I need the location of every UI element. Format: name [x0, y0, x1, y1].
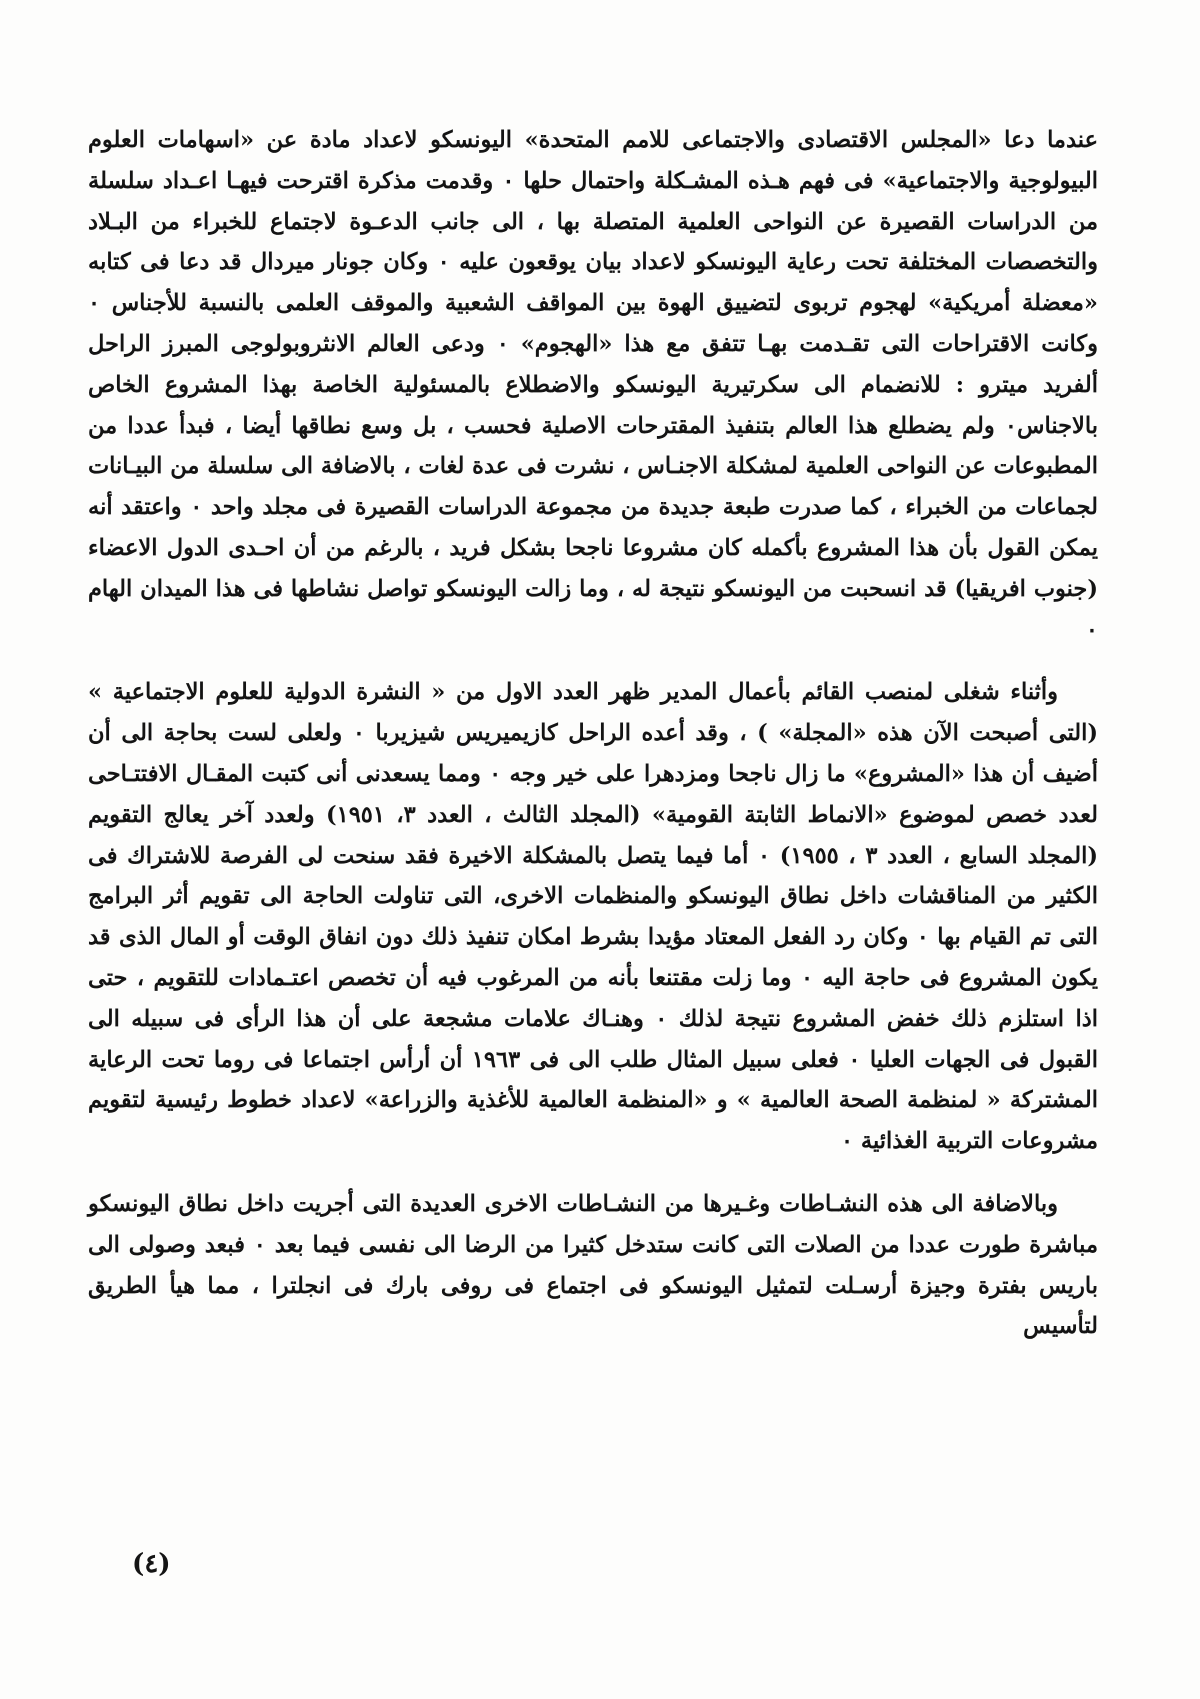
page-number: (٤) [132, 1549, 171, 1579]
paragraph-2: وأثناء شغلى لمنصب القائم بأعمال المدير ظهر العدد الاول من « النشرة الدولية للعلوم الاجتماعية » (التى أصبحت الآن هذه «المجلة» ) ، وقد أعده الراحل كازيميريس شيزيربا ٠ ولعلى لست بحاجة الى أن أضيف أن هذا «المشروع» ما زال ناجحا ومزدهرا على خير وجه ٠ ومما يسعدنى أنى كتبت المقـال الافتتـاحى لعدد خصص لموضوع «الانماط الثابتة القومية» (المجلد الثالث ، العدد ٣، ١٩٥١) ولعدد آخر يعالج التقويم (المجلد السابع ، العدد ٣ ، ١٩٥٥) ٠ أما فيما يتصل بالمشكلة الاخيرة فقد سنحت لى الفرصة للاشتراك فى الكثير من المناقشات داخل نطاق اليونسكو والمنظمات الاخرى، التى تناولت الحاجة الى تقويم أثر البرامج التى تم القيام بها ٠ وكان رد الفعل المعتاد مؤيدا بشرط امكان تنفيذ ذلك دون انفاق الوقت أو المال الذى قد يكون المشروع فى حاجة اليه ٠ وما زلت مقتنعا بأنه من المرغوب فيه أن تخصص اعتـمادات للتقويم ، حتى اذا استلزم ذلك خفض المشروع نتيجة لذلك ٠ وهنـاك علامات مشجعة على أن هذا الرأى فى سبيله الى القبول فى الجهات العليا ٠ فعلى سبيل المثال طلب الى فى ١٩٦٣ أن أرأس اجتماعا فى روما تحت الرعاية المشتركة « لمنظمة الصحة العالمية » و «المنظمة العالمية للأغذية والزراعة» لاعداد خطوط رئيسية لتقويم مشروعات التربية الغذائية ٠ [88, 679, 1099, 1155]
paragraph-3: وبالاضافة الى هذه النشـاطات وغـيرها من النشـاطات الاخرى العديدة التى أجريت داخل نطاق اليونسكو مباشرة طورت عددا من الصلات التى كانت ستدخل كثيرا من الرضا الى نفسى فيما بعد ٠ فبعد وصولى الى باريس بفترة وجيزة أرسـلت لتمثيل اليونسكو فى اجتماع فى روفى بارك فى انجلترا ، مما هيأ الطريق لتأسيس [88, 1190, 1098, 1340]
body-text [88, 120, 1098, 1347]
paragraph-1: عندما دعا «المجلس الاقتصادى والاجتماعى للامم المتحدة» اليونسكو لاعداد مادة عن «اسهامات العلوم البيولوجية والاجتماعية» فى فهم هـذه المشـكلة واحتمال حلها ٠ وقدمت مذكرة اقترحت فيهـا اعـداد سلسلة من الدراسات القصيرة عن النواحى العلمية المتصلة بها ، الى جانب الدعـوة لاجتماع للخبراء من البـلاد والتخصصات المختلفة تحت رعاية اليونسكو لاعداد بيان يوقعون عليه ٠ وكان جونار ميردال قد دعا فى كتابه «معضلة أمريكية» لهجوم تربوى لتضييق الهوة بين المواقف الشعبية والموقف العلمى بالنسبة للأجناس ٠ وكانت الاقتراحات التى تقـدمت بهـا تتفق مع هذا «الهجوم» ٠ ودعى العالم الانثروبولوجى المبرز الراحل ألفريد ميترو : للانضمام الى سكرتيرية اليونسكو والاضطلاع بالمسئولية الخاصة بهذا المشروع الخاص بالاجناس٠ ولم يضطلع هذا العالم بتنفيذ المقترحات الاصلية فحسب ، بل وسع نطاقها أيضا ، فبدأ عددا من المطبوعات عن النواحى العلمية لمشكلة الاجنـاس ، نشرت فى عدة لغات ، بالاضافة الى سلسلة من البيـانات لجماعات من الخبراء ، كما صدرت طبعة جديدة من مجموعة الدراسات القصيرة فى مجلد واحد ٠ واعتقد أنه يمكن القول بأن هذا المشروع بأكمله كان مشروعا ناجحا بشكل فريد ، بالرغم من أن احـدى الدول الاعضاء (جنوب افريقيا) قد انسحبت من اليونسكو نتيجة له ، وما زالت اليونسكو تواصل نشاطها فى هذا الميدان الهام ٠ [88, 127, 1098, 643]
